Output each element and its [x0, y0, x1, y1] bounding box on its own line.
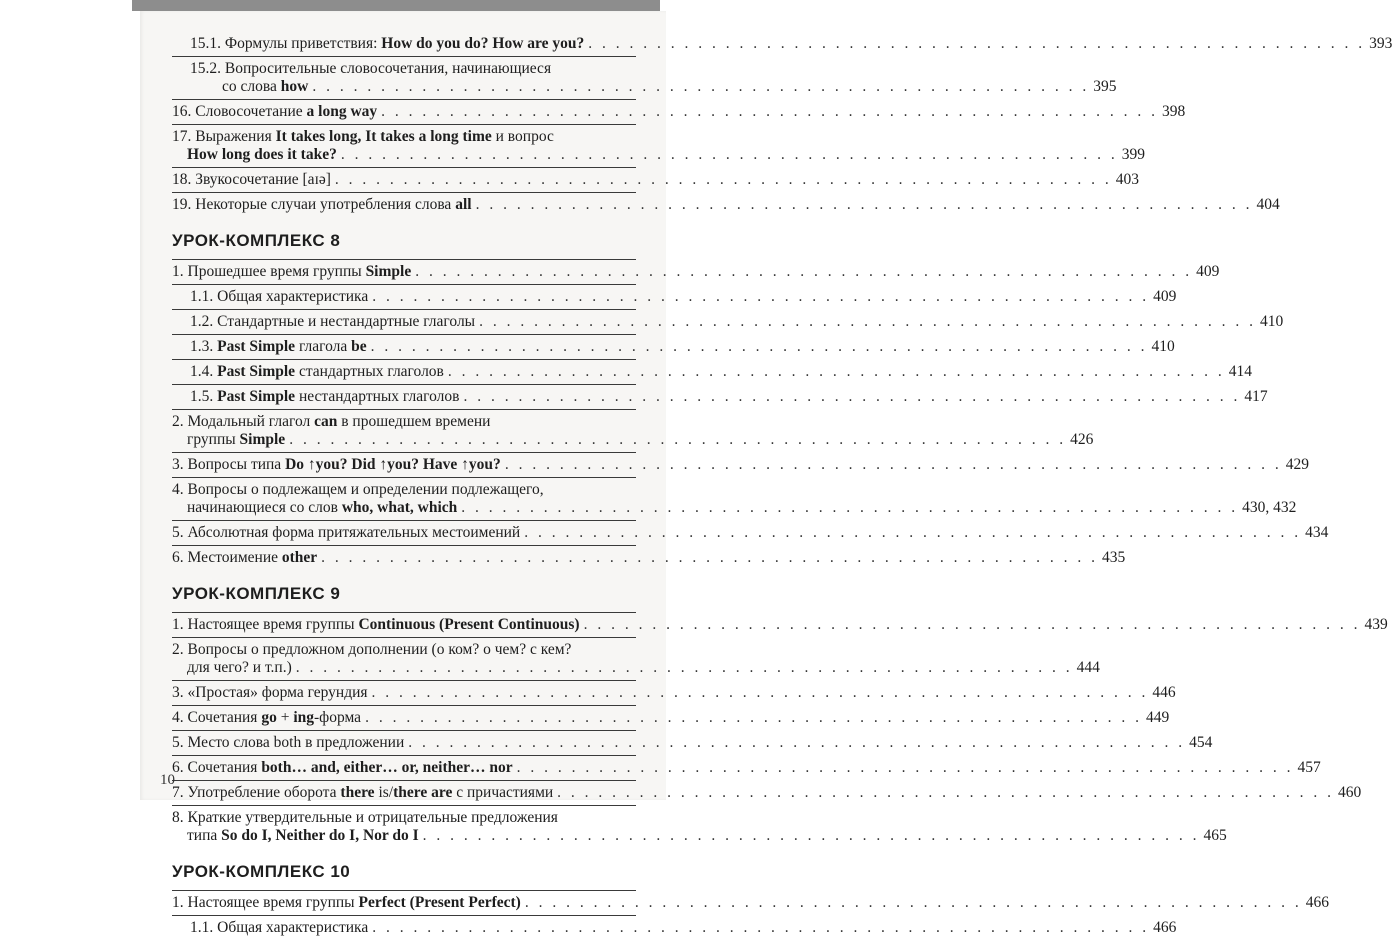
entry-text: +: [276, 709, 294, 726]
entry-line: [172, 171, 1140, 189]
leader-dots: [296, 659, 1073, 677]
entry-page-number: 449: [1145, 709, 1170, 726]
entry-line: [172, 759, 1321, 777]
entry-page-number: 444: [1076, 659, 1100, 676]
bold-term: So do I, Neither do I, Nor do I: [221, 827, 419, 844]
entry-text: «Простая» форма герундия: [187, 684, 368, 701]
entry-page-number: 429: [1285, 456, 1309, 473]
toc-entry: [172, 193, 1280, 217]
leader-dots: [479, 313, 1256, 331]
leader-dots: [423, 827, 1200, 845]
leader-dots: [463, 388, 1240, 406]
entry-page-number: 410: [1259, 313, 1284, 330]
entry-line: [172, 481, 636, 499]
entry-text: 5.: [172, 524, 188, 541]
entry-page-number: 460: [1338, 784, 1362, 801]
entry-text-wrap: [172, 524, 520, 542]
entry-line: [190, 338, 1175, 356]
entry-page-number: 404: [1256, 196, 1280, 213]
entry-text-wrap: [172, 431, 285, 449]
toc-entry: [172, 410, 1094, 453]
entry-text: Вопросительные словосочетания, начинающиеся: [224, 60, 552, 77]
entry-text: 15.1.: [190, 35, 225, 52]
entry-line: [190, 288, 1177, 306]
entry-text: с причастиями: [452, 784, 554, 801]
bold-term: ing: [293, 709, 314, 726]
entry-text: 1.5.: [190, 388, 218, 405]
entry-text: 1.: [172, 263, 188, 280]
entry-text: Вопросы типа: [187, 456, 286, 473]
entry-text-wrap: [172, 684, 368, 702]
entry-text-wrap: [172, 659, 292, 677]
entry-text: Общая характеристика: [217, 919, 369, 936]
toc-entry: [172, 335, 1175, 360]
entry-text: 15.2.: [190, 60, 225, 77]
bold-term: all: [455, 196, 472, 213]
entry-text: нестандартных глаголов: [295, 388, 460, 405]
toc-entry: [172, 125, 1145, 168]
leader-dots: [588, 35, 1365, 53]
leader-dots: [448, 363, 1225, 381]
entry-text-wrap: [172, 827, 419, 845]
bold-term: both… and, either… or, neither… nor: [261, 759, 513, 776]
entry-text: 4.: [172, 481, 188, 498]
entry-text: 1.4.: [190, 363, 218, 380]
toc-entry: [172, 806, 1227, 848]
entry-page-number: 414: [1228, 363, 1253, 380]
entry-text: 4.: [172, 709, 188, 726]
entry-page-number: 417: [1244, 388, 1268, 405]
entry-text-wrap: [190, 919, 368, 937]
entry-text: 2.: [172, 641, 188, 658]
page-number: 10: [160, 772, 175, 788]
entry-text-wrap: [172, 171, 331, 189]
toc-entry: [172, 453, 1309, 478]
entry-page-number: 426: [1070, 431, 1094, 448]
entry-line: [190, 919, 1177, 937]
toc-entry: [172, 756, 1321, 781]
toc-entry: [172, 681, 1176, 706]
entry-line: [172, 641, 636, 659]
bold-term: be: [351, 338, 367, 355]
bold-term: how: [280, 78, 309, 95]
entry-page-number: 409: [1153, 288, 1177, 305]
entry-text: Сочетания: [187, 709, 262, 726]
entry-text: со слова: [222, 78, 281, 95]
entry-text: группы: [187, 431, 240, 448]
entry-text: 1.1.: [190, 919, 218, 936]
entry-page-number: 454: [1189, 734, 1213, 751]
entry-text: Модальный глагол: [187, 413, 315, 430]
entry-text-wrap: [172, 263, 411, 281]
entry-text: 6.: [172, 549, 188, 566]
entry-text: 16.: [172, 103, 196, 120]
entry-text: Краткие утвердительные и отрицательные предложения: [187, 809, 558, 826]
entry-text: Употребление оборота: [187, 784, 341, 801]
toc-entry: [172, 310, 1284, 335]
entry-text: Настоящее время группы: [187, 894, 359, 911]
bold-term: go: [261, 709, 277, 726]
entry-text: Вопросы о предложном дополнении (о ком? о чем? с кем?: [187, 641, 572, 658]
entry-line: [190, 313, 1284, 331]
entry-text: Вопросы о подлежащем и определении подлежащего,: [187, 481, 544, 498]
leader-dots: [321, 549, 1098, 567]
toc-entry: [172, 32, 1392, 57]
toc-entry: [172, 57, 1117, 100]
toc-entry: [172, 613, 1388, 638]
bold-term: other: [281, 549, 318, 566]
entry-text-wrap: [190, 35, 584, 53]
entry-text: 17.: [172, 128, 196, 145]
entry-text-wrap: [172, 734, 404, 752]
entry-page-number: 434: [1305, 524, 1329, 541]
bold-term: Continuous (Present Continuous): [358, 616, 580, 633]
entry-text-wrap: [190, 363, 444, 381]
bold-term: Past Simple: [217, 363, 296, 380]
entry-text-wrap: [172, 709, 361, 727]
bold-term: can: [314, 413, 338, 430]
leader-dots: [365, 709, 1142, 727]
entry-line: [172, 263, 1220, 281]
entry-text: глагола: [295, 338, 352, 355]
toc-entry: [172, 706, 1170, 731]
leader-dots: [372, 288, 1149, 306]
entry-page-number: 435: [1102, 549, 1126, 566]
entry-line: [172, 894, 1329, 912]
entry-text: 7.: [172, 784, 188, 801]
entry-text: Прошедшее время группы: [187, 263, 366, 280]
entry-line: [190, 388, 1268, 406]
bold-term: Do ↑you? Did ↑you? Have ↑you?: [285, 456, 501, 473]
entry-text: Местоимение: [187, 549, 282, 566]
entry-line: [172, 784, 1362, 802]
entry-text: 1.: [172, 894, 188, 911]
leader-dots: [372, 684, 1149, 702]
entry-text: 5.: [172, 734, 188, 751]
entry-text-wrap: [190, 288, 368, 306]
toc-entry: [172, 781, 1362, 806]
entry-text: Выражения: [195, 128, 276, 145]
entry-text: Место слова both в предложении: [187, 734, 405, 751]
leader-dots: [415, 263, 1192, 281]
toc-entry: [172, 100, 1186, 125]
leader-dots: [371, 338, 1148, 356]
leader-dots: [525, 894, 1302, 912]
entry-line: [190, 363, 1253, 381]
leader-dots: [408, 734, 1185, 752]
bold-term: Past Simple: [217, 338, 296, 355]
entry-text: 2.: [172, 413, 188, 430]
entry-text: 18.: [172, 171, 196, 188]
bold-term: Perfect (Present Perfect): [358, 894, 521, 911]
toc-entry: [172, 168, 1140, 193]
leader-dots: [584, 616, 1361, 634]
entry-text-wrap: [172, 616, 580, 634]
toc-entry: [172, 916, 1177, 940]
bold-term: Simple: [239, 431, 286, 448]
entry-text-wrap: [172, 499, 457, 517]
toc-entry: [172, 546, 1126, 570]
entry-line: [172, 431, 1094, 449]
entry-text: начинающиеся со слов: [187, 499, 342, 516]
entry-line: [172, 196, 1280, 214]
leader-dots: [557, 784, 1334, 802]
toc-entry: [172, 360, 1253, 385]
entry-text: Звукосочетание [aɪə]: [195, 171, 331, 188]
entry-text: 19.: [172, 196, 196, 213]
toc-entry: [172, 385, 1268, 410]
entry-line: [172, 616, 1388, 634]
entry-text: Сочетания: [187, 759, 262, 776]
entry-page-number: 399: [1121, 146, 1145, 163]
entry-page-number: 409: [1196, 263, 1220, 280]
section-heading: УРОК-КОМПЛЕКС 9: [172, 570, 636, 613]
entry-text: типа: [187, 827, 222, 844]
entry-line: [172, 456, 1309, 474]
leader-dots: [505, 456, 1282, 474]
entry-text-wrap: [172, 784, 553, 802]
leader-dots: [341, 146, 1118, 164]
entry-text-wrap: [172, 196, 472, 214]
bold-term: How long does it take?: [187, 146, 337, 163]
entry-text: is/: [374, 784, 394, 801]
entry-text-wrap: [172, 549, 317, 567]
bold-term: Past Simple: [217, 388, 296, 405]
entry-text: 1.: [172, 616, 188, 633]
toc-entry: [172, 891, 1329, 916]
toc-entry: [172, 285, 1177, 310]
entry-text-wrap: [190, 313, 475, 331]
entry-text: 3.: [172, 456, 188, 473]
leader-dots: [312, 78, 1089, 96]
entry-line: [190, 60, 636, 78]
top-edge-bar: [132, 0, 660, 11]
entry-line: [172, 809, 636, 827]
entry-text: Некоторые случаи употребления слова: [195, 196, 456, 213]
section-heading: УРОК-КОМПЛЕКС 10: [172, 848, 636, 891]
entry-text: 6.: [172, 759, 188, 776]
toc-entry: [172, 731, 1213, 756]
entry-line: [172, 709, 1170, 727]
entry-text: Абсолютная форма притяжательных местоимений: [187, 524, 521, 541]
bold-term: who, what, which: [341, 499, 458, 516]
leader-dots: [461, 499, 1238, 517]
entry-line: [172, 413, 636, 431]
bold-term: there are: [393, 784, 453, 801]
leader-dots: [517, 759, 1294, 777]
entry-text: 8.: [172, 809, 188, 826]
entry-page-number: 398: [1162, 103, 1186, 120]
bold-term: It takes long, It takes a long time: [275, 128, 492, 145]
entry-text: 1.3.: [190, 338, 218, 355]
entry-line: [172, 734, 1213, 752]
entry-page-number: 466: [1153, 919, 1177, 936]
entry-text: и вопрос: [491, 128, 554, 145]
entry-text-wrap: [172, 103, 377, 121]
entry-line: [172, 103, 1186, 121]
entry-text-wrap: [172, 759, 513, 777]
leader-dots: [289, 431, 1066, 449]
entry-text: 1.1.: [190, 288, 218, 305]
entry-page-number: 410: [1151, 338, 1175, 355]
entry-text-wrap: [190, 338, 367, 356]
entry-page-number: 439: [1364, 616, 1388, 633]
entry-page-number: 393: [1369, 35, 1392, 52]
entry-text-wrap: [190, 78, 308, 96]
entry-text-wrap: [172, 146, 337, 164]
toc-entry: [172, 521, 1329, 546]
entry-text: Словосочетание: [195, 103, 307, 120]
leader-dots: [335, 171, 1112, 189]
entry-text: -форма: [314, 709, 362, 726]
entry-line: [190, 78, 1117, 96]
entry-line: [172, 524, 1329, 542]
entry-text-wrap: [190, 388, 459, 406]
toc-entry: [172, 260, 1220, 285]
entry-text: в прошедшем времени: [337, 413, 491, 430]
entry-line: [172, 827, 1227, 845]
entry-page-number: 395: [1093, 78, 1117, 95]
bold-term: How do you do? How are you?: [381, 35, 585, 52]
entry-page-number: 466: [1305, 894, 1329, 911]
entry-line: [172, 146, 1145, 164]
entry-line: [172, 659, 1100, 677]
bold-term: a long way: [306, 103, 378, 120]
entry-line: [172, 549, 1126, 567]
entry-page-number: 430, 432: [1242, 499, 1297, 516]
entry-line: [172, 684, 1176, 702]
entry-page-number: 403: [1115, 171, 1140, 188]
toc-entry: [172, 478, 1297, 521]
entry-page-number: 446: [1152, 684, 1176, 701]
entry-page-number: 457: [1297, 759, 1321, 776]
entry-text: Стандартные и нестандартные глаголы: [217, 313, 476, 330]
table-of-contents: [172, 32, 1392, 940]
entry-text: стандартных глаголов: [295, 363, 444, 380]
toc-entry: [172, 638, 1100, 681]
entry-text: Формулы приветствия:: [224, 35, 382, 52]
bold-term: there: [340, 784, 375, 801]
leader-dots: [372, 919, 1149, 937]
entry-line: [190, 35, 1392, 53]
leader-dots: [476, 196, 1253, 214]
entry-text-wrap: [172, 894, 521, 912]
entry-text: Настоящее время группы: [187, 616, 359, 633]
entry-text: Общая характеристика: [217, 288, 369, 305]
entry-text: 3.: [172, 684, 188, 701]
entry-text: 1.2.: [190, 313, 218, 330]
section-heading: УРОК-КОМПЛЕКС 8: [172, 217, 636, 260]
bold-term: Simple: [365, 263, 412, 280]
entry-text: для чего? и т.п.): [187, 659, 292, 676]
leader-dots: [381, 103, 1158, 121]
leader-dots: [524, 524, 1301, 542]
entry-line: [172, 499, 1297, 517]
entry-text-wrap: [172, 456, 501, 474]
entry-page-number: 465: [1203, 827, 1227, 844]
entry-line: [172, 128, 636, 146]
